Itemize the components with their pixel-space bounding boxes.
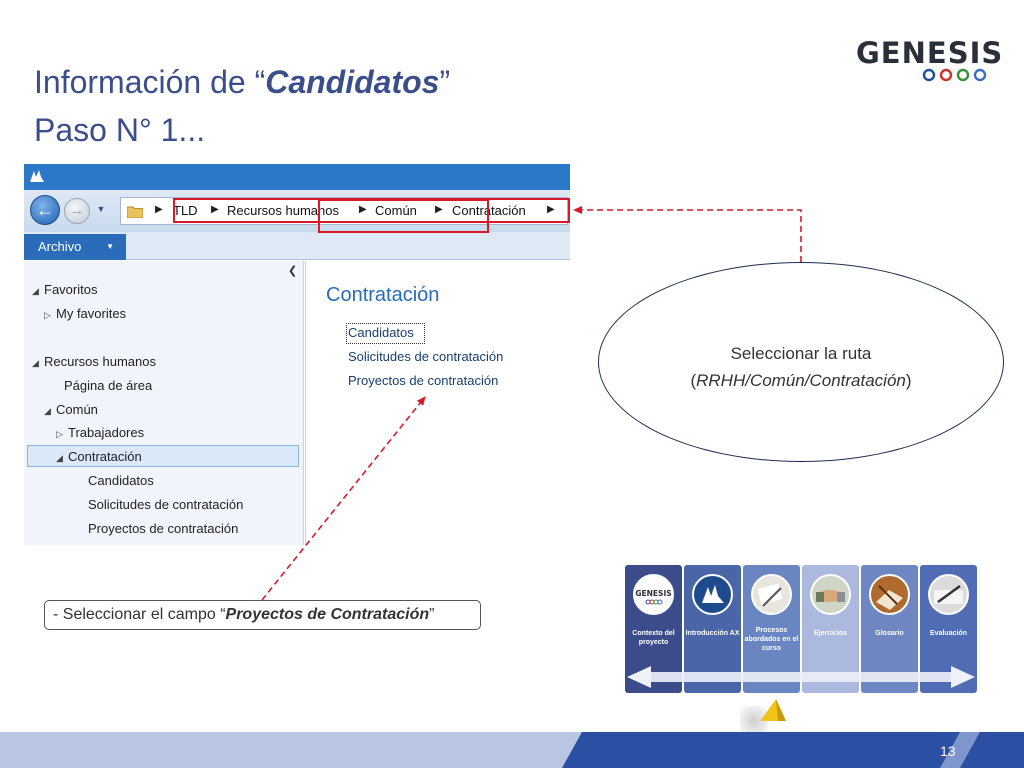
pen-paper-photo-icon [928,574,969,615]
chevron-down-icon: ▼ [106,242,114,251]
collapsed-triangle-icon: ▷ [44,310,51,320]
nav-item-label: Favoritos [44,282,98,297]
expanded-triangle-icon: ◢ [56,453,63,463]
breadcrumb-separator-icon: ▶ [547,204,555,215]
note-suffix: ” [429,606,435,623]
nav-item-trabajadores[interactable] [56,425,144,440]
nav-item-contratacion[interactable] [56,449,142,464]
nav-item-label: Recursos humanos [44,354,156,369]
double-arrow-bar [625,666,977,688]
breadcrumb-item[interactable]: Común [375,203,417,218]
slide-subtitle: Paso N° 1... [34,112,206,148]
content-title: Contratación [326,284,440,306]
breadcrumb-item[interactable]: TLD [173,203,198,218]
tile-label: Contexto del proyecto [632,630,675,646]
documents-photo-icon [751,574,792,615]
nav-item-my-favorites[interactable] [44,306,126,321]
collapsed-triangle-icon: ▷ [56,429,63,439]
navigation-pane [24,261,304,545]
history-dropdown-icon[interactable]: ▼ [96,204,106,214]
link-candidatos[interactable]: Candidatos [348,325,414,340]
arrow-to-breadcrumb [574,210,801,262]
breadcrumb-item[interactable]: Contratación [452,203,526,218]
breadcrumb-separator-icon: ▶ [211,204,219,215]
title-emphasis: Candidatos [265,64,440,100]
nav-item-solicitudes[interactable]: Solicitudes de contratación [88,497,244,512]
callout-line-1: Seleccionar la ruta [730,344,872,363]
forward-arrow-icon[interactable]: → [64,198,90,224]
paren-open: ( [690,371,697,390]
callout-ellipse-text [598,340,1004,394]
breadcrumb-separator-icon: ▶ [435,204,443,215]
nav-item-pagina-area[interactable]: Página de área [64,378,153,393]
dynamics-logo-icon [28,168,46,184]
slide-title [34,64,450,101]
ax-title-bar [24,164,570,190]
nav-item-favoritos[interactable] [32,282,97,297]
breadcrumb-item[interactable]: Recursos humanos [227,203,339,218]
nav-item-label: Contratación [68,449,142,464]
proyectos-highlight-box [318,199,489,233]
collapse-pane-icon[interactable]: ❮ [288,265,298,277]
tile-label: Procesos abordados en el curso [744,627,799,652]
title-prefix: Información de “ [34,64,266,100]
nav-item-label: Común [56,402,98,417]
expanded-triangle-icon: ◢ [32,358,39,368]
book-photo-icon [869,574,910,615]
breadcrumb-separator-icon: ▶ [155,204,163,215]
current-section-pointer-icon [758,697,788,723]
nav-item-label: Trabajadores [68,425,145,440]
dynamics-logo-icon [692,574,733,615]
genesis-mini-logo-icon [633,574,674,615]
expanded-triangle-icon: ◢ [44,406,51,416]
note-prefix: - Seleccionar el campo “ [53,606,226,623]
link-proyectos[interactable]: Proyectos de contratación [348,373,499,388]
content-area [305,261,570,545]
genesis-logo [856,36,1004,84]
back-arrow-icon[interactable]: ← [30,195,60,225]
paren-close: ) [905,371,912,390]
folder-icon [127,205,143,218]
nav-item-candidatos[interactable]: Candidatos [88,473,154,488]
expanded-triangle-icon: ◢ [32,286,39,296]
archivo-menu-button[interactable] [24,234,126,260]
tile-label: Ejercicios [813,630,848,637]
tile-label: Evaluación [930,630,967,637]
svg-text:GENESIS: GENESIS [635,589,672,598]
title-suffix: ” [439,64,451,100]
archivo-label: Archivo [38,239,82,254]
note-emphasis: Proyectos de Contratación [225,606,430,623]
page-number: 13 [940,743,956,759]
logo-text: GENESIS [856,36,1004,70]
link-solicitudes[interactable]: Solicitudes de contratación [348,349,504,364]
handshake-photo-icon [810,574,851,615]
ax-ribbon-bar [24,232,570,260]
breadcrumb-separator-icon: ▶ [359,204,367,215]
nav-item-label: My favorites [56,306,127,321]
footer-band [0,732,1024,768]
course-navigation-strip [625,565,977,693]
nav-item-recursos-humanos[interactable] [32,354,156,369]
instruction-note [44,600,481,630]
callout-line-2 [598,367,1004,394]
nav-item-proyectos[interactable]: Proyectos de contratación [88,521,239,536]
callout-path: RRHH/Común/Contratación [696,371,906,390]
nav-item-comun[interactable] [44,402,98,417]
tile-label: Glosario [875,630,904,637]
logo-rings-icon [922,68,990,82]
tile-label: Introducción AX [685,630,740,637]
